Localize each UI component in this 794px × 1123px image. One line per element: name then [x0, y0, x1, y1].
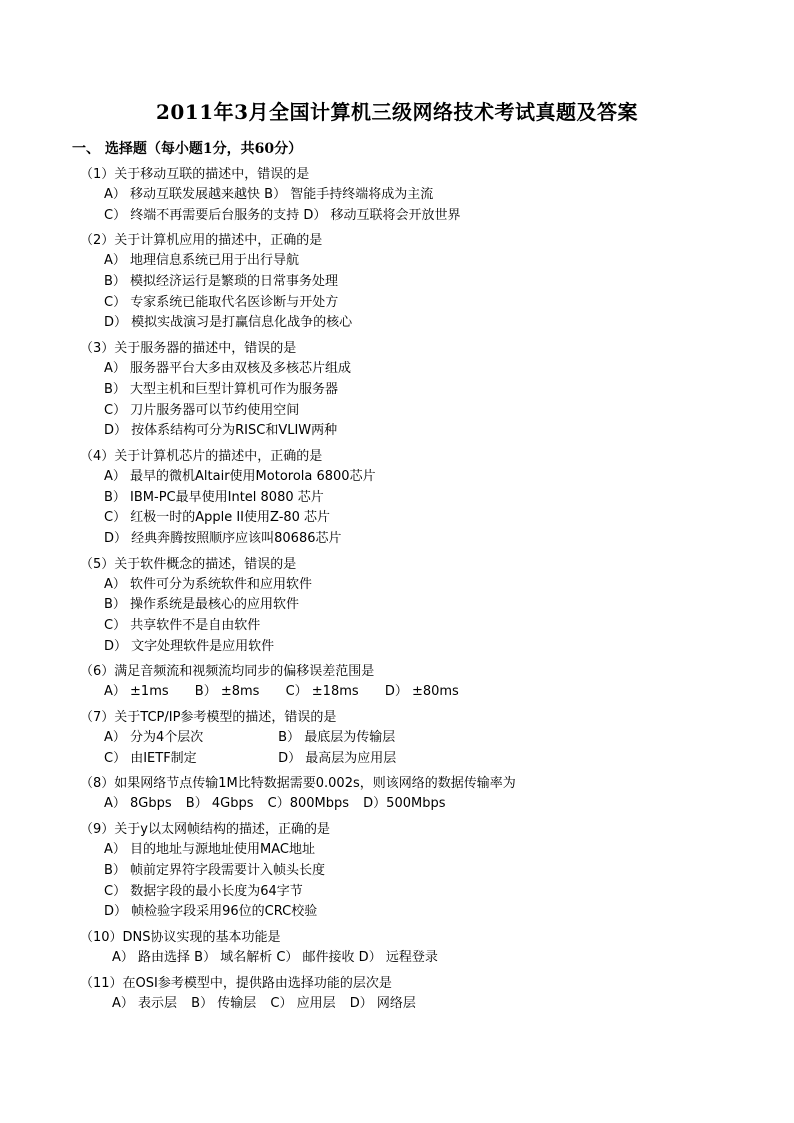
option-d: D） 模拟实战演习是打赢信息化战争的核心: [104, 315, 353, 331]
question-stem: （4）关于计算机芯片的描述中，正确的是: [80, 448, 323, 464]
question-2: [0, 230, 794, 334]
question-stem: （3）关于服务器的描述中，错误的是: [80, 341, 297, 357]
question-stem: （11）在OSI参考模型中，提供路由选择功能的层次是: [80, 975, 392, 991]
section-heading: 一、 选择题（每小题1分，共60分）: [72, 141, 303, 157]
option-d: D）500Mbps: [363, 796, 446, 812]
option-a: A） 服务器平台大多由双核及多核芯片组成: [104, 361, 352, 377]
option-a: A） 软件可分为系统软件和应用软件: [104, 576, 313, 592]
option-line: C） 终端不再需要后台服务的支持 D） 移动互联将会开放世界: [104, 207, 461, 223]
option-a: A） 8Gbps: [104, 796, 172, 812]
question-stem: （9）关于y以太网帧结构的描述，正确的是: [80, 822, 330, 838]
option-b: B） 操作系统是最核心的应用软件: [104, 597, 300, 613]
option-a: A） 分为4个层次: [104, 730, 204, 746]
question-8: [0, 773, 794, 815]
question-list: [0, 164, 794, 1018]
option-d: D） ±80ms: [384, 684, 459, 700]
option-d: D） 经典奔腾按照顺序应该叫80686芯片: [104, 530, 342, 546]
option-b: B） IBM-PC最早使用Intel 8080 芯片: [104, 489, 324, 505]
question-4: [0, 446, 794, 550]
question-6: [0, 661, 794, 703]
option-row: [0, 794, 794, 815]
option-c: C） 专家系统已能取代名医诊断与开处方: [104, 294, 339, 310]
option-c: C） ±18ms: [285, 684, 359, 700]
option-d: D） 网络层: [349, 995, 416, 1011]
option-c: C） 应用层: [270, 995, 336, 1011]
option-d: D） 文字处理软件是应用软件: [104, 638, 275, 654]
question-5: [0, 554, 794, 658]
question-stem: （1）关于移动互联的描述中，错误的是: [80, 167, 310, 182]
option-b: B） 模拟经济运行是繁琐的日常事务处理: [104, 274, 339, 290]
option-b: B） 4Gbps: [185, 796, 254, 812]
question-stem: （6）满足音频流和视频流均同步的偏移误差范围是: [80, 664, 375, 680]
question-stem: （8）如果网络节点传输1M比特数据需要0.002s，则该网络的数据传输率为: [80, 776, 516, 792]
option-b: B） ±8ms: [194, 684, 260, 700]
question-stem: （10）DNS协议实现的基本功能是: [80, 929, 281, 945]
option-d: D） 最高层为应用层: [278, 750, 397, 766]
option-b: B） 帧前定界符字段需要计入帧头长度: [104, 862, 326, 878]
question-9: [0, 819, 794, 923]
option-c: C） 刀片服务器可以节约使用空间: [104, 402, 300, 418]
question-11: [0, 973, 794, 1015]
question-7: [0, 707, 794, 769]
option-row: [0, 994, 794, 1015]
option-d: D） 帧检验字段采用96位的CRC校验: [104, 904, 318, 920]
option-b: B） 传输层: [191, 995, 257, 1011]
option-row: [0, 728, 794, 749]
option-a: A） ±1ms: [104, 684, 169, 700]
option-a: A） 目的地址与源地址使用MAC地址: [104, 842, 315, 858]
option-d: D） 按体系结构可分为RISC和VLIW两种: [104, 423, 338, 439]
question-stem: （2）关于计算机应用的描述中，正确的是: [80, 233, 323, 249]
option-line: A） 移动互联发展越来越快 B） 智能手持终端将成为主流: [104, 187, 434, 202]
question-stem: （5）关于软件概念的描述，错误的是: [80, 556, 297, 572]
option-a: A） 最早的微机Altair使用Motorola 6800芯片: [104, 468, 376, 484]
option-c: C）800Mbps: [267, 796, 350, 812]
option-a: A） 地理信息系统已用于出行导航: [104, 253, 300, 269]
option-c: C） 数据字段的最小长度为64字节: [104, 883, 303, 899]
option-c: C） 共享软件不是自由软件: [104, 618, 261, 633]
option-row: [0, 682, 794, 703]
option-a: A） 表示层: [112, 995, 178, 1011]
question-3: [0, 338, 794, 442]
option-c: C） 红极一时的Apple II使用Z-80 芯片: [104, 510, 331, 526]
option-line: A） 路由选择 B） 域名解析 C） 邮件接收 D） 远程登录: [112, 949, 438, 965]
option-b: B） 大型主机和巨型计算机可作为服务器: [104, 381, 339, 397]
option-row: [0, 749, 794, 770]
question-1: [0, 164, 794, 226]
option-b: B） 最底层为传输层: [278, 730, 396, 746]
question-stem: （7）关于TCP/IP参考模型的描述，错误的是: [80, 710, 337, 726]
document-title: 2011年3月全国计算机三级网络技术考试真题及答案: [155, 100, 639, 124]
option-c: C） 由IETF制定: [104, 750, 197, 766]
question-10: [0, 927, 794, 969]
